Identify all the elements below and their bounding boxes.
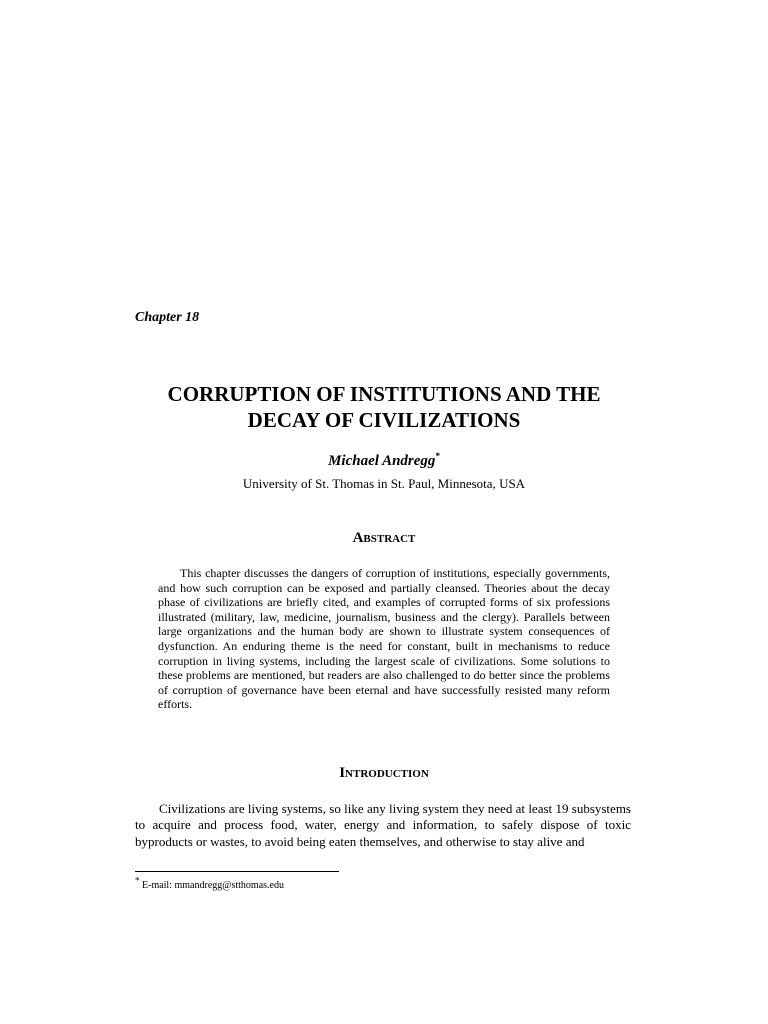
footnote-rule bbox=[135, 871, 339, 872]
introduction-heading: Introduction bbox=[339, 765, 429, 781]
footnote-text: E-mail: mmandregg@stthomas.edu bbox=[142, 880, 284, 891]
introduction-body bbox=[135, 801, 631, 850]
author-footnote-mark: * bbox=[435, 451, 440, 461]
title-line-1: CORRUPTION OF INSTITUTIONS AND THE bbox=[167, 382, 601, 406]
footnote bbox=[135, 875, 284, 891]
affiliation: University of St. Thomas in St. Paul, Minnesota, USA bbox=[242, 476, 526, 491]
introduction-paragraph: Civilizations are living systems, so like any living system they need at least 19 subsystems to acquire and process food, water, energy and information, to safely dispose of toxic byproducts or wastes, to avoid being eaten themselves, and otherwise to stay alive and bbox=[135, 801, 631, 849]
abstract-body bbox=[158, 566, 610, 712]
abstract-heading: Abstract bbox=[352, 530, 416, 546]
footnote-mark: * bbox=[135, 875, 140, 886]
author bbox=[0, 453, 768, 470]
paper-title bbox=[0, 381, 768, 433]
chapter-label: Chapter 18 bbox=[135, 310, 200, 325]
author-name: Michael Andregg bbox=[328, 453, 436, 469]
abstract-paragraph: This chapter discusses the dangers of corruption of institutions, especially governments, and how such corruption can be exposed and partially cleansed. Theories about the decay phase of civilizations are briefly cited, and examples of corrupted forms of six professions illustrated (military, law, medicine, journalism, business and the clergy). Parallels between large organizations and the human body are shown to illustrate system consequences of dysfunction. An enduring theme is the need for constant, built in mechanisms to reduce corruption in living systems, including the largest scale of civilizations. Some solutions to these problems are mentioned, but readers are also challenged to do better since the problems of corruption of governance have been eternal and have successfully resisted many reform efforts. bbox=[158, 566, 610, 712]
title-line-2: DECAY OF CIVILIZATIONS bbox=[247, 408, 521, 432]
